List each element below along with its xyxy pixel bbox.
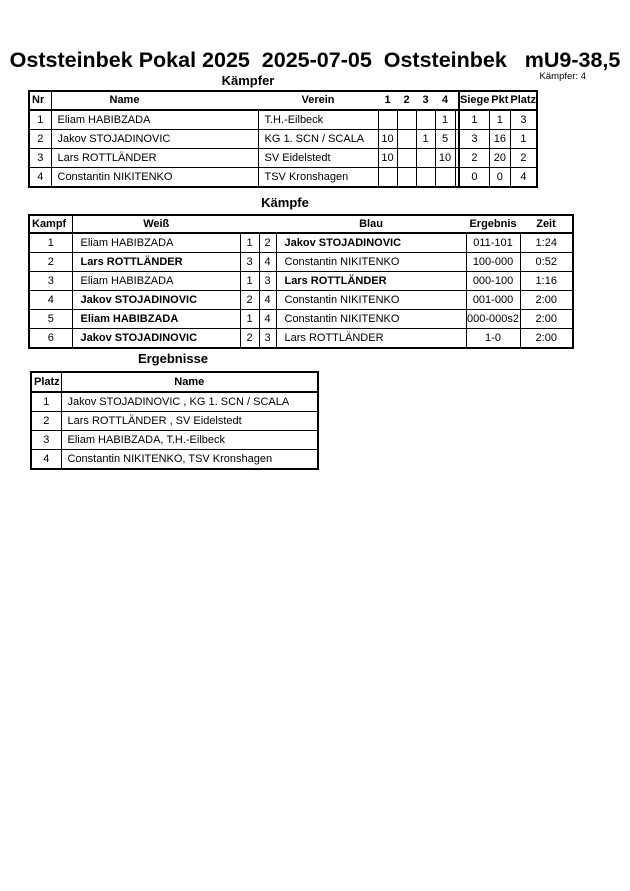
kampf-row [29, 310, 573, 329]
col-header-verein: Verein [258, 91, 378, 110]
cell-weiss-nr: 2 [240, 291, 259, 310]
cell-round3: 1 [416, 130, 435, 149]
cell-kampf-nr: 2 [29, 253, 72, 272]
col-header-siege: Siege [459, 91, 489, 110]
fighter-count-label: Kämpfer: 4 [539, 71, 586, 82]
cell-weiss-nr: 1 [240, 272, 259, 291]
col-header-platz: Platz [510, 91, 537, 110]
cell-pkt: 1 [489, 110, 510, 130]
cell-zeit: 2:00 [520, 310, 573, 329]
cell-round1 [378, 168, 397, 188]
ergebnisse-table [30, 371, 319, 470]
cell-platz: 1 [31, 392, 61, 412]
cell-siege: 2 [459, 149, 489, 168]
kaempfer-row [29, 130, 537, 149]
kampf-row [29, 272, 573, 291]
col-header-round4: 4 [435, 91, 455, 110]
col-header-ergebnis: Ergebnis [466, 215, 520, 233]
cell-verein: SV Eidelstedt [258, 149, 378, 168]
cell-zeit: 2:00 [520, 291, 573, 310]
cell-name: Constantin NIKITENKO [51, 168, 258, 188]
cell-pkt: 0 [489, 168, 510, 188]
cell-round4: 1 [435, 110, 455, 130]
cell-blau-nr: 4 [259, 291, 276, 310]
cell-zeit: 0:52 [520, 253, 573, 272]
kaempfe-table [28, 214, 574, 349]
cell-zeit: 1:24 [520, 233, 573, 253]
cell-platz: 4 [31, 450, 61, 470]
cell-blau-name: Constantin NIKITENKO [276, 253, 466, 272]
cell-verein: KG 1. SCN / SCALA [258, 130, 378, 149]
cell-name: Lars ROTTLÄNDER , SV Eidelstedt [61, 412, 318, 431]
cell-platz: 4 [510, 168, 537, 188]
cell-weiss-nr: 2 [240, 329, 259, 349]
cell-verein: TSV Kronshagen [258, 168, 378, 188]
cell-nr: 3 [29, 149, 51, 168]
cell-platz: 1 [510, 130, 537, 149]
col-header-blau-nr [259, 215, 276, 233]
cell-kampf-nr: 1 [29, 233, 72, 253]
col-header-weiss-nr [240, 215, 259, 233]
col-header-nr: Nr [29, 91, 51, 110]
col-header-round1: 1 [378, 91, 397, 110]
cell-blau-name: Constantin NIKITENKO [276, 291, 466, 310]
cell-round4: 10 [435, 149, 455, 168]
col-header-blau: Blau [276, 215, 466, 233]
cell-ergebnis: 100-000 [466, 253, 520, 272]
cell-round2 [397, 149, 416, 168]
cell-round3 [416, 149, 435, 168]
col-header-name: Name [51, 91, 258, 110]
cell-weiss-nr: 1 [240, 233, 259, 253]
cell-weiss-name: Jakov STOJADINOVIC [72, 291, 240, 310]
cell-round3 [416, 110, 435, 130]
cell-weiss-name: Lars ROTTLÄNDER [72, 253, 240, 272]
col-header-kampf: Kampf [29, 215, 72, 233]
kampf-row [29, 291, 573, 310]
cell-name: Jakov STOJADINOVIC , KG 1. SCN / SCALA [61, 392, 318, 412]
cell-round1 [378, 110, 397, 130]
cell-round2 [397, 130, 416, 149]
cell-siege: 0 [459, 168, 489, 188]
cell-platz: 2 [510, 149, 537, 168]
cell-weiss-nr: 3 [240, 253, 259, 272]
cell-pkt: 16 [489, 130, 510, 149]
cell-pkt: 20 [489, 149, 510, 168]
cell-weiss-name: Eliam HABIBZADA [72, 233, 240, 253]
kaempfe-header-row [29, 215, 573, 233]
cell-blau-nr: 2 [259, 233, 276, 253]
cell-weiss-name: Jakov STOJADINOVIC [72, 329, 240, 349]
cell-blau-name: Lars ROTTLÄNDER [276, 272, 466, 291]
cell-weiss-name: Eliam HABIBZADA [72, 272, 240, 291]
ergebnis-row [31, 450, 318, 470]
cell-name: Constantin NIKITENKO, TSV Kronshagen [61, 450, 318, 470]
ergebnis-row [31, 412, 318, 431]
cell-ergebnis: 000-100 [466, 272, 520, 291]
cell-blau-nr: 3 [259, 329, 276, 349]
cell-platz: 3 [510, 110, 537, 130]
cell-blau-name: Constantin NIKITENKO [276, 310, 466, 329]
col-header-round3: 3 [416, 91, 435, 110]
cell-kampf-nr: 3 [29, 272, 72, 291]
cell-kampf-nr: 4 [29, 291, 72, 310]
cell-nr: 2 [29, 130, 51, 149]
kaempfer-header-row [29, 91, 537, 110]
ergebnisse-section-heading: Ergebnisse [137, 351, 209, 366]
col-header-pkt: Pkt [489, 91, 510, 110]
cell-kampf-nr: 6 [29, 329, 72, 349]
cell-siege: 3 [459, 130, 489, 149]
cell-round1: 10 [378, 149, 397, 168]
cell-ergebnis: 011-101 [466, 233, 520, 253]
cell-zeit: 2:00 [520, 329, 573, 349]
kampf-row [29, 253, 573, 272]
kaempfer-section-heading: Kämpfer [221, 73, 275, 88]
ergebnisse-header-row [31, 372, 318, 392]
cell-name: Eliam HABIBZADA [51, 110, 258, 130]
cell-round2 [397, 168, 416, 188]
cell-round4: 5 [435, 130, 455, 149]
cell-blau-nr: 4 [259, 310, 276, 329]
kaempfer-row [29, 168, 537, 188]
col-header-weiss: Weiß [72, 215, 240, 233]
kampf-row [29, 329, 573, 349]
cell-siege: 1 [459, 110, 489, 130]
cell-verein: T.H.-Eilbeck [258, 110, 378, 130]
cell-blau-name: Jakov STOJADINOVIC [276, 233, 466, 253]
cell-round3 [416, 168, 435, 188]
cell-platz: 2 [31, 412, 61, 431]
cell-weiss-name: Eliam HABIBZADA [72, 310, 240, 329]
cell-zeit: 1:16 [520, 272, 573, 291]
cell-blau-nr: 4 [259, 253, 276, 272]
cell-round1: 10 [378, 130, 397, 149]
cell-weiss-nr: 1 [240, 310, 259, 329]
kaempfer-table [28, 90, 538, 188]
cell-nr: 1 [29, 110, 51, 130]
kaempfer-row [29, 149, 537, 168]
col-header-name: Name [61, 372, 318, 392]
cell-ergebnis: 000-000s2 [466, 310, 520, 329]
kampf-row [29, 233, 573, 253]
kaempfer-row [29, 110, 537, 130]
ergebnis-row [31, 431, 318, 450]
cell-blau-nr: 3 [259, 272, 276, 291]
cell-kampf-nr: 5 [29, 310, 72, 329]
cell-nr: 4 [29, 168, 51, 188]
col-header-zeit: Zeit [520, 215, 573, 233]
ergebnis-row [31, 392, 318, 412]
cell-ergebnis: 1-0 [466, 329, 520, 349]
col-header-platz: Platz [31, 372, 61, 392]
cell-name: Jakov STOJADINOVIC [51, 130, 258, 149]
cell-round4 [435, 168, 455, 188]
col-header-round2: 2 [397, 91, 416, 110]
cell-blau-name: Lars ROTTLÄNDER [276, 329, 466, 349]
page-title: Oststeinbek Pokal 2025 2025-07-05 Oststeinbek mU9-38,5 [9, 48, 621, 72]
cell-name: Lars ROTTLÄNDER [51, 149, 258, 168]
cell-platz: 3 [31, 431, 61, 450]
cell-ergebnis: 001-000 [466, 291, 520, 310]
cell-name: Eliam HABIBZADA, T.H.-Eilbeck [61, 431, 318, 450]
kaempfe-section-heading: Kämpfe [261, 195, 309, 210]
cell-round2 [397, 110, 416, 130]
